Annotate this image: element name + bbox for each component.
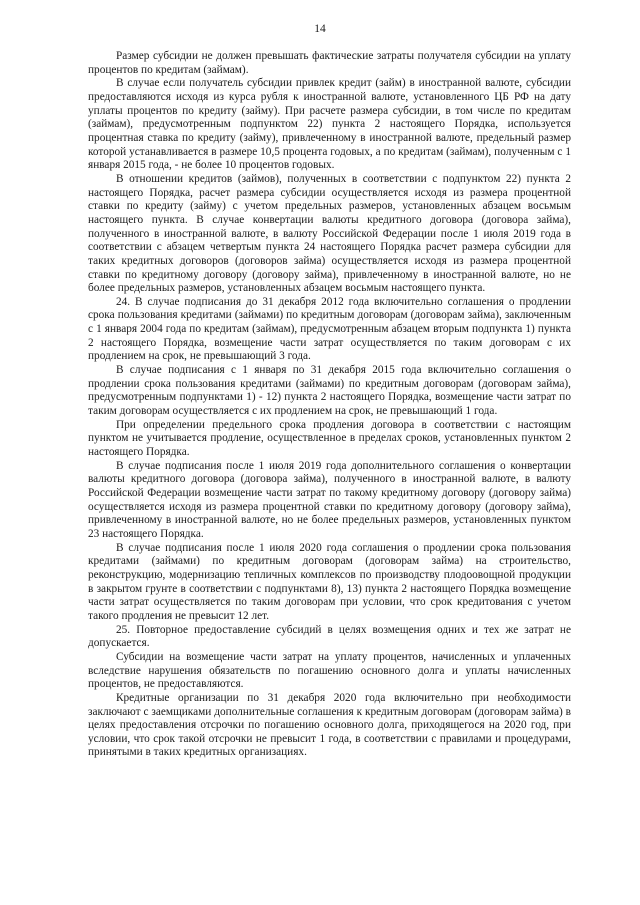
- paragraph-greenhouse-extension: В случае подписания после 1 июля 2020 года соглашения о продлении срока пользования кредитами (займами) по кредитным договорам (договорам займа) на строительство, реконструкцию, модернизацию тепличных комплексов по производству плодоовощной продукции в закрытом грунте в соответствии с подпунктами 8), 13) пункта 2 настоящего Порядка возмещение части затрат осуществляется по таким договорам при условии, что срок кредитования с учетом такого продления не превысит 12 лет.: [88, 541, 571, 622]
- paragraph-currency-conversion: В случае подписания после 1 июля 2019 года дополнительного соглашения о конвертации валюты кредитного договора (договора займа), полученного в иностранной валюте, в валюту Российской Федерации возмещение части затрат по такому кредитному договору (договору займа) осуществляется исходя из размера процентной ставки по кредитному договору (договору займа), привлеченному в иностранной валюте, но не более предельных размеров, установленных пунктом 23 настоящего Порядка.: [88, 459, 571, 540]
- paragraph-item-25: 25. Повторное предоставление субсидий в целях возмещения одних и тех же затрат не допускается.: [88, 623, 571, 650]
- paragraph-extension-term: При определении предельного срока продления договора в соответствии с настоящим пунктом не учитывается продление, осуществленное в пределах сроков, установленных пунктом 2 настоящего Порядка.: [88, 418, 571, 459]
- page-number: 14: [314, 23, 326, 35]
- paragraph-subpoint-22-loans: В отношении кредитов (займов), полученных в соответствии с подпунктом 22) пункта 2 настоящего Порядка, расчет размера субсидии осуществляется исходя из размера процентной ставки по кредиту (займу) с учетом предельных размеров, установленных абзацем восьмым настоящего пункта. В случае конвертации валюты кредитного договора (договора займа), полученного в иностранной валюте, в валюту Российской Федерации после 1 июля 2019 года в соответствии с абзацем четвертым пункта 24 настоящего Порядка расчет размера субсидии для таких кредитных договоров (договоров займа) осуществляется исходя из размера процентной ставки по кредитному договору (договору займа), привлеченному в иностранной валюте, но не более предельных размеров, установленных абзацем восьмым настоящего пункта.: [88, 172, 571, 295]
- paragraph-credit-organizations: Кредитные организации по 31 декабря 2020 года включительно при необходимости заключают с заемщиками дополнительные соглашения к кредитным договорам (договорам займа) в целях предоставления отсрочки по погашению основного долга, приходящегося на 2020 год, при условии, что срок такой отсрочки не превысит 1 года, в соответствии с правилами и процедурами, принятыми в таких кредитных организациях.: [88, 691, 571, 759]
- paragraph-penalty-interest: Субсидии на возмещение части затрат на уплату процентов, начисленных и уплаченных вследствие нарушения обязательств по погашению основного долга и уплаты начисленных процентов, не предоставляются.: [88, 650, 571, 691]
- paragraph-subsidy-limit: Размер субсидии не должен превышать фактические затраты получателя субсидии на уплату процентов по кредитам (займам).: [88, 50, 571, 76]
- paragraph-2015-extension: В случае подписания с 1 января по 31 декабря 2015 года включительно соглашения о продлении срока пользования кредитами (займами) по кредитным договорам (договорам займа), предусмотренным подпунктами 1) - 12) пункта 2 настоящего Порядка, возмещение части затрат по таким договорам осуществляется с их продлением на срок, не превышающий 1 года.: [88, 364, 571, 418]
- paragraph-foreign-currency-loan: В случае если получатель субсидии привлек кредит (займ) в иностранной валюте, субсидии предоставляются исходя из курса рубля к иностранной валюте, установленного ЦБ РФ на дату уплаты процентов по кредиту (займу). При расчете размера субсидии, в том числе по кредитам (займам), предусмотренным подпунктом 22) пункта 2 настоящего Порядка, используется процентная ставка по кредиту (займу), привлеченному в иностранной валюте, предельный размер которой устанавливается в размере 10,5 процента годовых, а по кредитам (займам), полученным с 1 января 2015 года, - не более 10 процентов годовых.: [88, 77, 571, 172]
- document-body: [88, 50, 571, 760]
- paragraph-item-24: 24. В случае подписания до 31 декабря 2012 года включительно соглашения о продлении срока пользования кредитами (займами) по кредитным договорам (договорам займа), заключенным с 1 января 2004 года по кредитам (займам), предусмотренным абзацем вторым подпункта 1) пункта 2 настоящего Порядка, возмещение части затрат осуществляется по таким договорам с их продлением на срок, не превышающий 3 года.: [88, 295, 571, 363]
